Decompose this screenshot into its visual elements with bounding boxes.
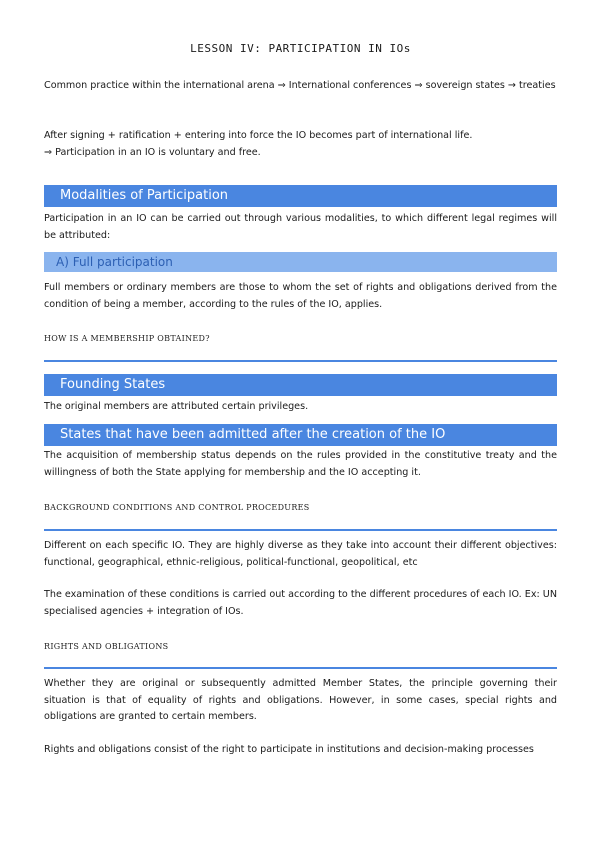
- background-conditions-heading: BACKGROUND CONDITIONS AND CONTROL PROCEDURES: [44, 503, 310, 512]
- modalities-paragraph: Participation in an IO can be carried out through various modalities, to which different legal regimes will be attributed:: [44, 213, 557, 241]
- section-heading-founding-states: Founding States: [44, 374, 557, 396]
- intro-paragraph-1: Common practice within the international arena ⇒ International conferences ⇒ sovereign states → treaties: [44, 80, 556, 91]
- rights-paragraph-2: Rights and obligations consist of the right to participate in institutions and decision-making processes: [44, 744, 534, 755]
- subsection-heading-full-participation: A) Full participation: [44, 252, 557, 272]
- admitted-states-paragraph: The acquisition of membership status depends on the rules provided in the constitutive treaty and the willingness of both the State applying for membership and the IO accepting it.: [44, 450, 557, 478]
- rights-paragraph-1: Whether they are original or subsequently admitted Member States, the principle governing their situation is that of equality of rights and obligations. However, in some cases, special rights and obligations are granted to certain members.: [44, 678, 557, 722]
- background-paragraph-2: The examination of these conditions is carried out according to the different procedures of each IO. Ex: UN specialised agencies + integration of IOs.: [44, 589, 557, 617]
- section-heading-modalities: Modalities of Participation: [44, 185, 557, 207]
- intro-paragraph-2-line-1: After signing + ratification + entering into force the IO becomes part of international life.: [44, 130, 473, 141]
- page-title: LESSON IV: PARTICIPATION IN IOs: [190, 42, 411, 55]
- founding-states-paragraph: The original members are attributed certain privileges.: [44, 401, 309, 412]
- divider-rule: [44, 667, 557, 669]
- intro-paragraph-2-line-2: ⇒ Participation in an IO is voluntary and free.: [44, 147, 261, 158]
- background-paragraph-1: Different on each specific IO. They are highly diverse as they take into account their different objectives: functional, geographical, ethnic-religious, political-functional, geopolitical, etc: [44, 540, 557, 568]
- membership-question-heading: HOW IS A MEMBERSHIP OBTAINED?: [44, 334, 210, 343]
- divider-rule: [44, 529, 557, 531]
- rights-obligations-heading: RIGHTS AND OBLIGATIONS: [44, 642, 169, 651]
- section-heading-admitted-states: States that have been admitted after the creation of the IO: [44, 424, 557, 446]
- full-participation-paragraph: Full members or ordinary members are those to whom the set of rights and obligations derived from the condition of being a member, according to the rules of the IO, applies.: [44, 282, 557, 310]
- divider-rule: [44, 360, 557, 362]
